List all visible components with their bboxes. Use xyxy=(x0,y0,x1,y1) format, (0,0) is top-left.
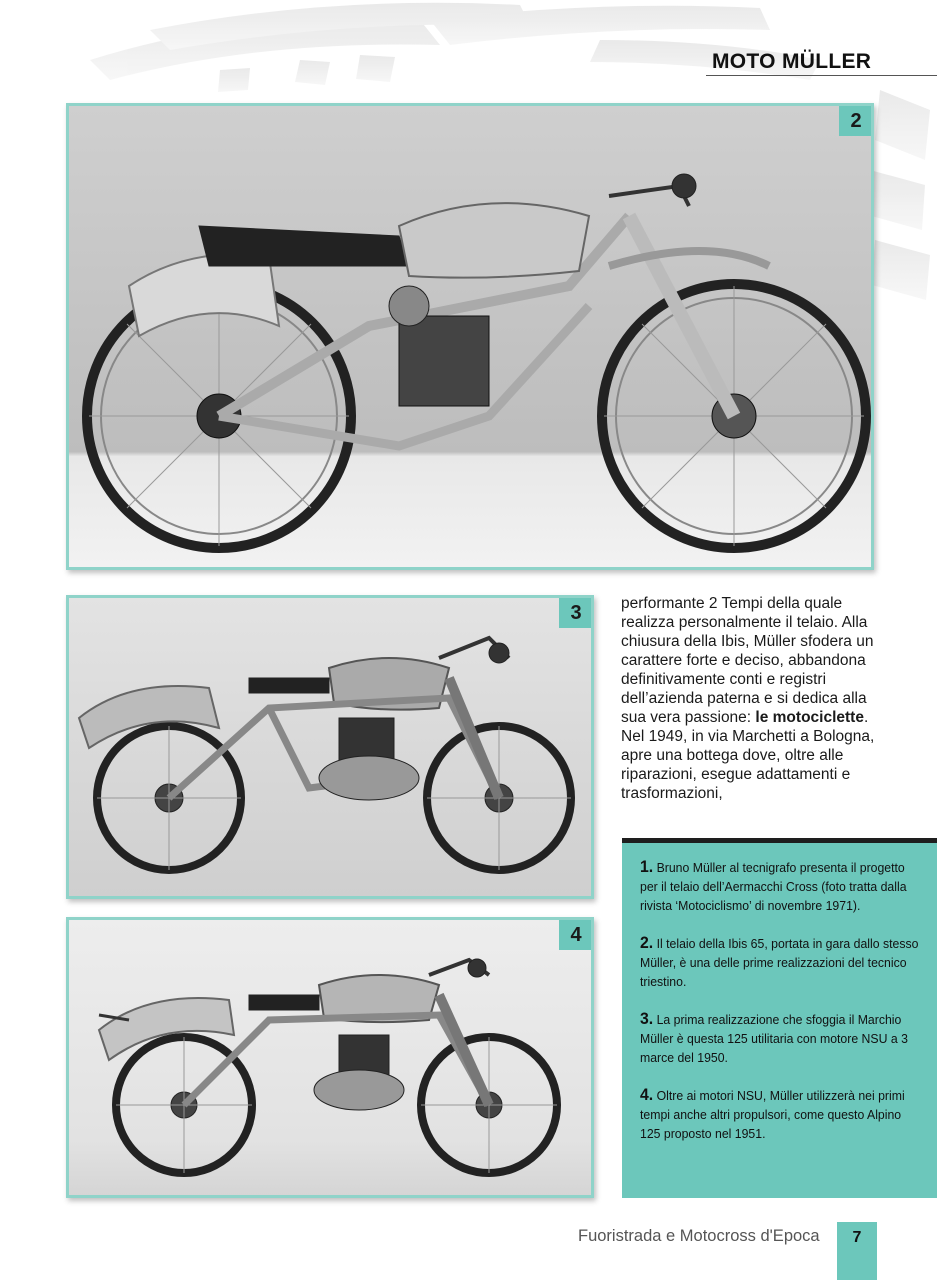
caption-box xyxy=(622,838,937,1198)
section-title: MOTO MÜLLER xyxy=(712,50,872,73)
caption-text: Oltre ai motori NSU, Müller utilizzerà nei primi tempi anche altri propulsori, come questo Alpino 125 proposto nel 1951. xyxy=(640,1088,905,1141)
caption-text: Bruno Müller al tecnigrafo presenta il progetto per il telaio dell’Aermacchi Cross (foto tratta dalla rivista ‘Motociclismo’ di novembre 1971). xyxy=(640,860,907,913)
paragraph-end: . xyxy=(863,709,869,726)
article-paragraph: Nel 1949, in via Marchetti a Bologna, apre una bottega dove, oltre alle riparazioni, esegue adattamenti e trasformazioni, xyxy=(621,728,875,802)
photo-4 xyxy=(66,917,594,1198)
caption-text: Il telaio della Ibis 65, portata in gara dallo stesso Müller, è una delle prime realizzazioni del tecnico triestino. xyxy=(640,936,919,989)
caption-1 xyxy=(640,857,919,915)
magazine-name: Fuoristrada e Motocross d'Epoca xyxy=(578,1227,820,1245)
page-number: 7 xyxy=(837,1222,877,1280)
motorcycle-illustration xyxy=(69,106,871,567)
paragraph-text: performante 2 Tempi della quale realizza personalmente il telaio. Alla chiusura della Ibis, Müller sfodera un carattere forte e deciso, abbandona definitivamente conti e registri dell’azienda paterna e si dedica alla sua vera passione: xyxy=(621,595,874,726)
title-rule xyxy=(706,75,937,76)
caption-3 xyxy=(640,1009,919,1067)
caption-2 xyxy=(640,933,919,991)
photo-number-badge: 2 xyxy=(839,106,873,136)
bold-phrase: le motociclette xyxy=(755,709,864,726)
caption-number: 1. xyxy=(640,857,654,876)
photo-3 xyxy=(66,595,594,899)
article-paragraph xyxy=(621,594,883,727)
photo-number-badge: 4 xyxy=(559,920,593,950)
photo-2 xyxy=(66,103,874,570)
caption-text: La prima realizzazione che sfoggia il Marchio Müller è questa 125 utilitaria con motore NSU a 3 marce del 1950. xyxy=(640,1012,908,1065)
caption-number: 2. xyxy=(640,933,654,952)
caption-number: 3. xyxy=(640,1009,654,1028)
article-body xyxy=(621,594,883,803)
caption-number: 4. xyxy=(640,1085,654,1104)
motorcycle-illustration xyxy=(69,920,591,1195)
motorcycle-illustration xyxy=(69,598,591,896)
photo-number-badge: 3 xyxy=(559,598,593,628)
caption-4 xyxy=(640,1085,919,1143)
